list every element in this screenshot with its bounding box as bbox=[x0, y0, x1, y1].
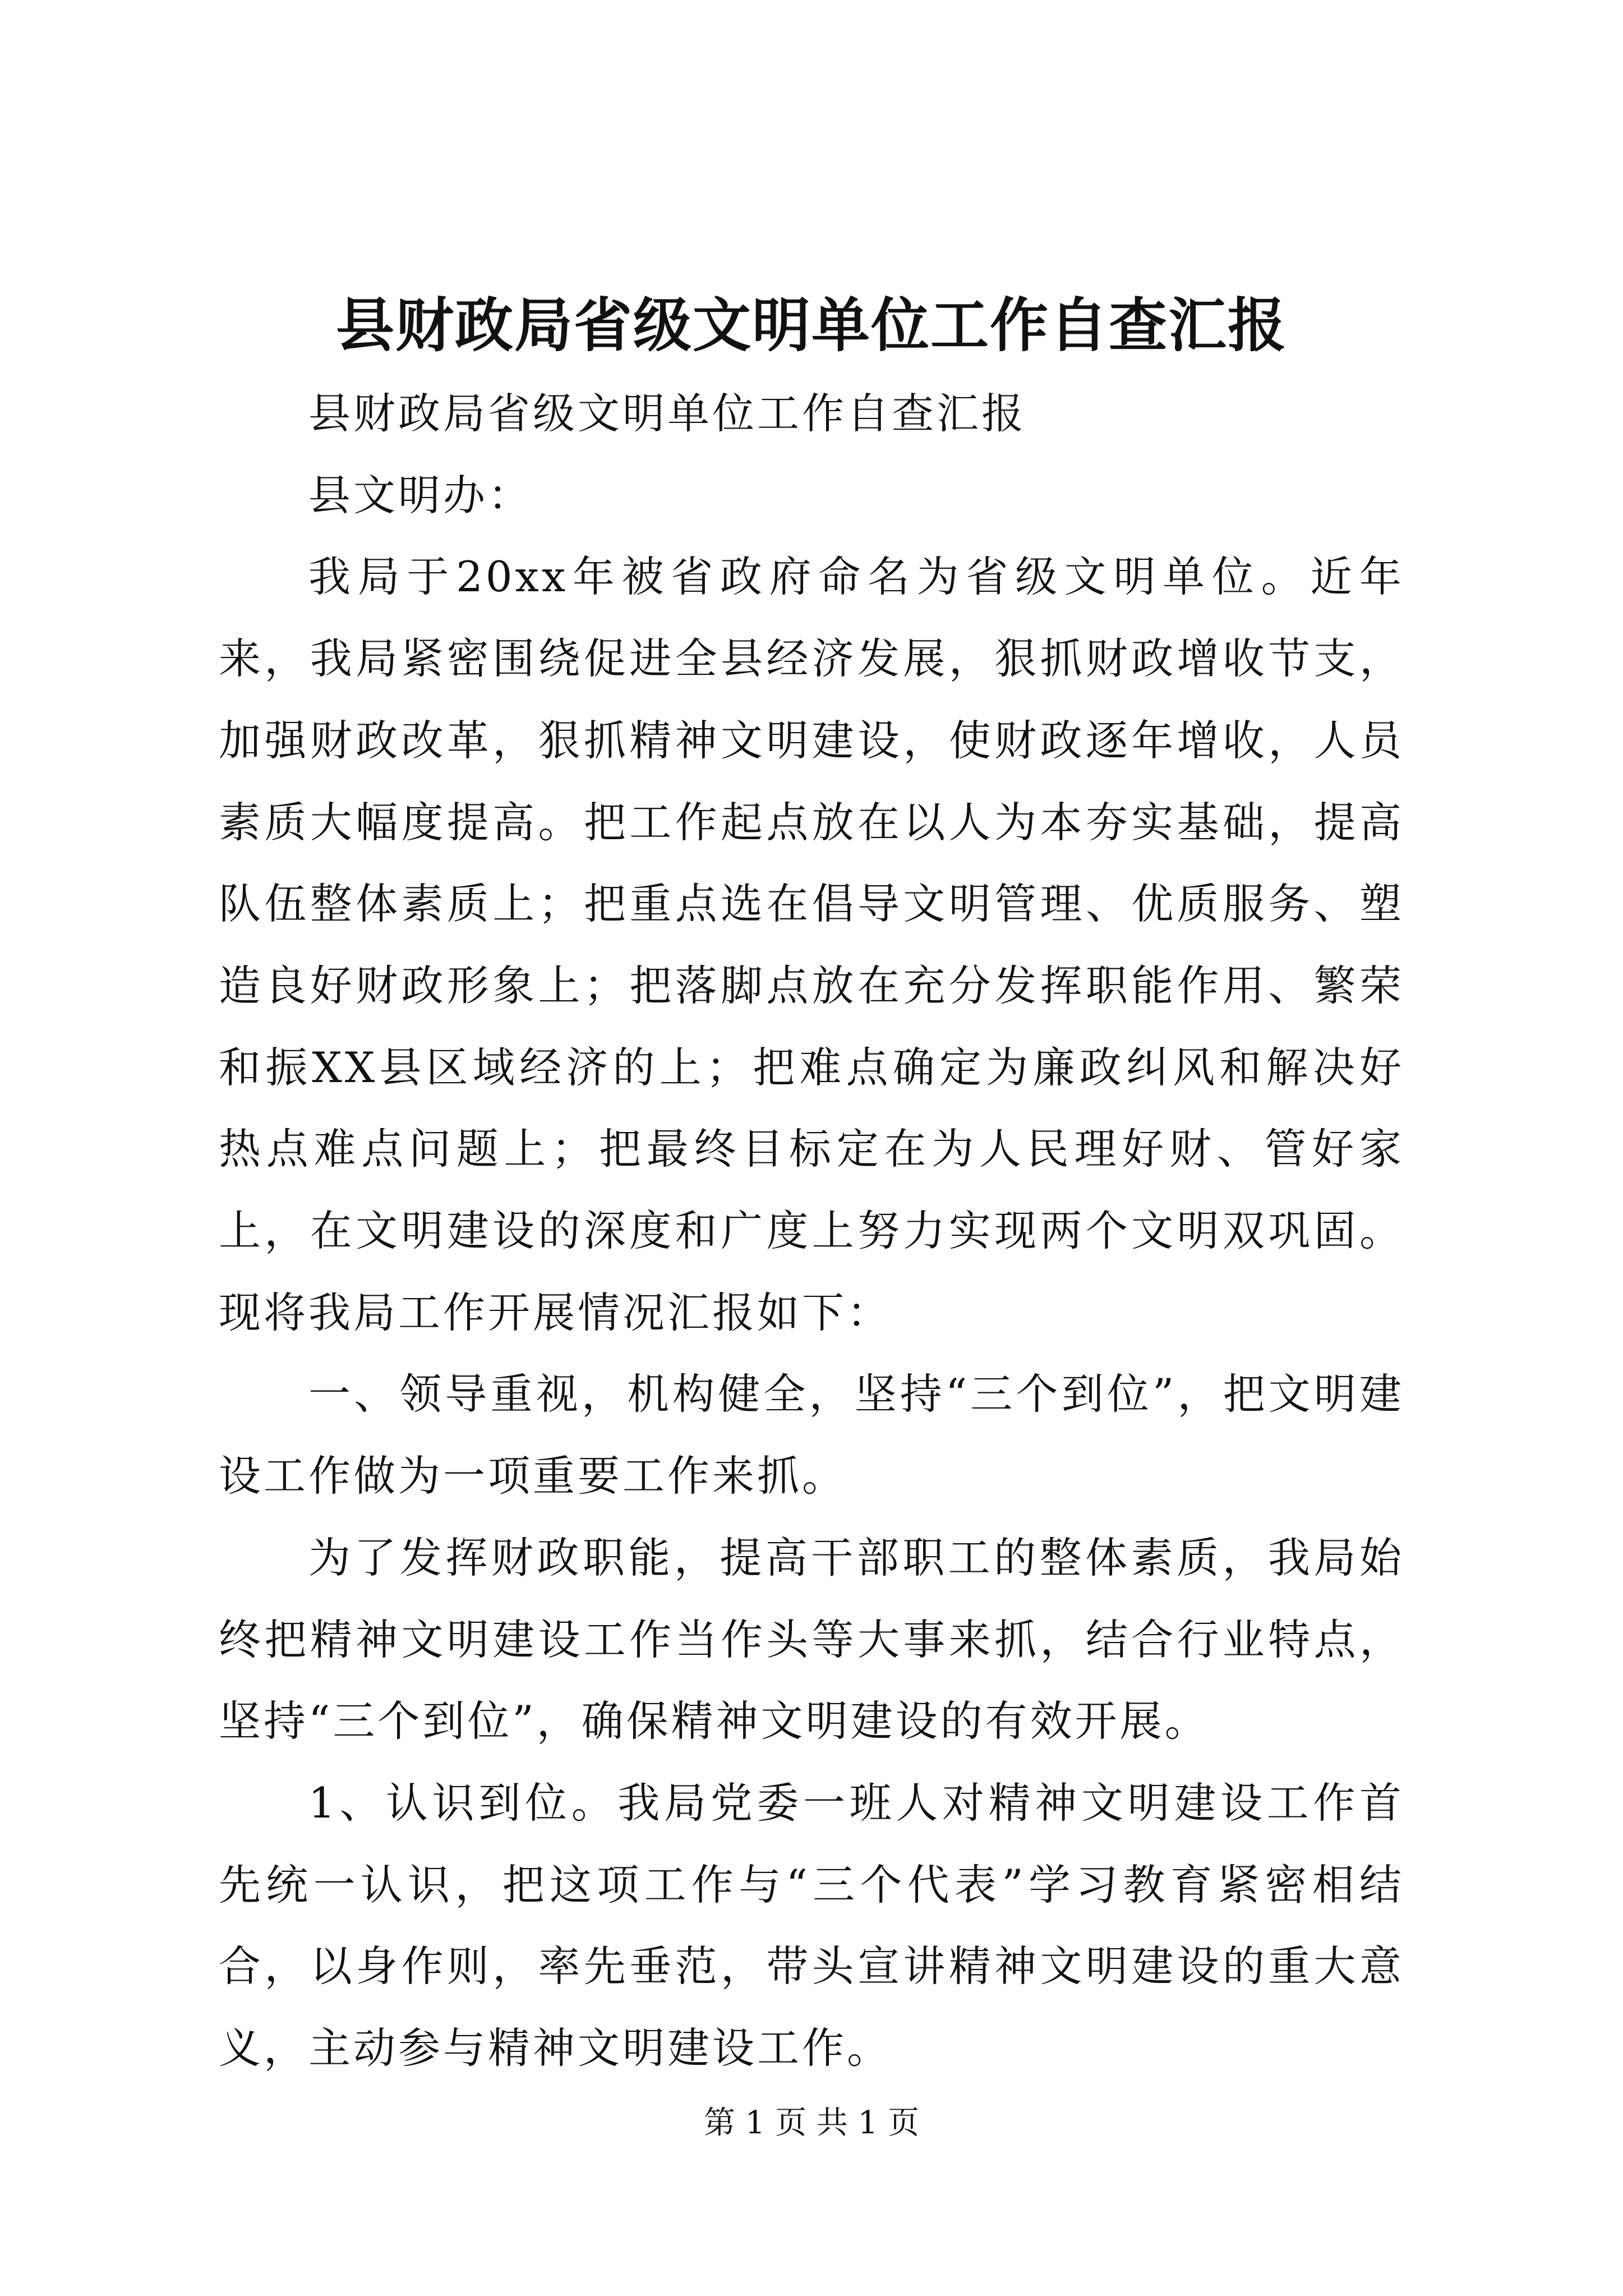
paragraph-section-one-heading: 一、领导重视，机构健全，坚持“三个到位”，把文明建设工作做为一项重要工作来抓。 bbox=[219, 1369, 1404, 1501]
document-body bbox=[219, 373, 1404, 2090]
paragraph-intro: 我局于20xx年被省政府命名为省级文明单位。近年来，我局紧密围绕促进全县经济发展，狠抓财政增收节支，加强财政改革，狠抓精神文明建设，使财政逐年增收，人员素质大幅度提高。把工作起点放在以人为本夯实基础，提高队伍整体素质上；把重点选在倡导文明管理、优质服务、塑造良好财政形象上；把落脚点放在充分发挥职能作用、繁荣和振XX县区域经济的上；把难点确定为廉政纠风和解决好热点难点问题上；把最终目标定在为人民理好财、管好家上，在文明建设的深度和广度上努力实现两个文明双巩固。现将我局工作开展情况汇报如下： bbox=[219, 552, 1404, 1337]
paragraph-item-one: 1、认识到位。我局党委一班人对精神文明建设工作首先统一认识，把这项工作与“三个代表”学习教育紧密相结合，以身作则，率先垂范，带头宣讲精神文明建设的重大意义，主动参与精神文明建设工作。 bbox=[219, 1778, 1404, 2073]
paragraph-repeat-title: 县财政局省级文明单位工作自查汇报 bbox=[308, 389, 1027, 438]
paragraph-addressee: 县文明办： bbox=[308, 470, 533, 520]
paragraph-section-one-body: 为了发挥财政职能，提高干部职工的整体素质，我局始终把精神文明建设工作当作头等大事来抓，结合行业特点，坚持“三个到位”，确保精神文明建设的有效开展。 bbox=[219, 1533, 1404, 1746]
document-title: 县财政局省级文明单位工作自查汇报 bbox=[335, 291, 1287, 360]
page-footer: 第 1 页 共 1 页 bbox=[703, 2105, 920, 2141]
